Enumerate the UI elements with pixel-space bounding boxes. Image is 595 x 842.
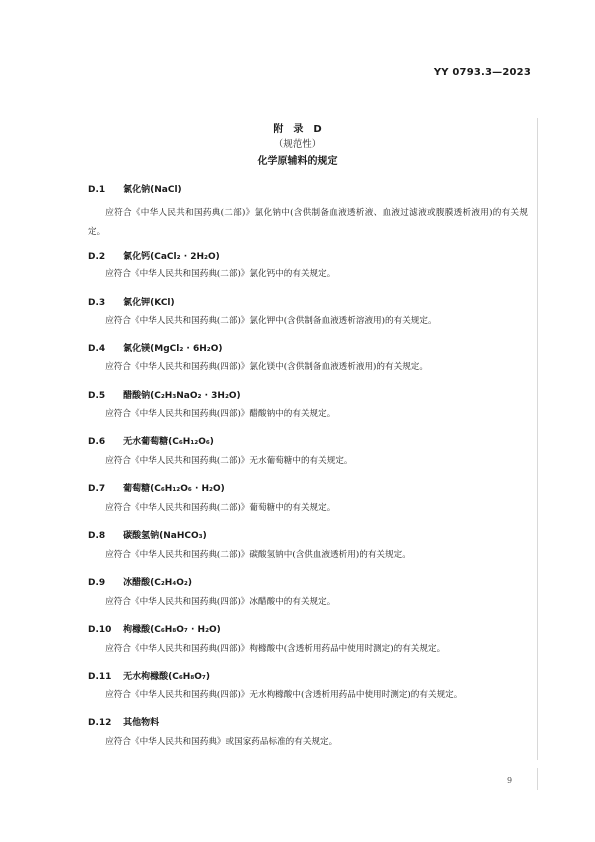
section-heading (88, 715, 159, 728)
section-number: D.8 (88, 531, 106, 541)
page-number: 9 (507, 776, 513, 785)
section-title: 无水枸橼酸(C₆H₈O₇) (123, 672, 210, 682)
section-number: D.1 (88, 185, 106, 195)
section-title: 无水葡萄糖(C₆H₁₂O₆) (123, 437, 214, 447)
section-heading (88, 249, 220, 262)
section-text: 应符合《中华人民共和国药典(二部)》氯化钾中(含供制备血液透析溶液用)的有关规定。 (105, 316, 437, 326)
section-heading (88, 622, 221, 635)
section-title: 碳酸氢钠(NaHCO₃) (123, 531, 207, 541)
section-title: 醋酸钠(C₂H₃NaO₂ · 3H₂O) (123, 391, 241, 401)
section-number: D.10 (88, 625, 112, 635)
section-heading (88, 295, 175, 308)
section-heading (88, 669, 210, 682)
section-title: 氯化钙(CaCl₂ · 2H₂O) (123, 252, 220, 262)
section-text: 应符合《中华人民共和国药典(四部)》无水枸橼酸中(含透析用药品中使用时测定)的有关规定。 (105, 690, 463, 700)
section-title: 氯化钾(KCl) (123, 298, 175, 308)
section-title: 氯化镁(MgCl₂ · 6H₂O) (123, 344, 223, 354)
section-number: D.4 (88, 344, 106, 354)
section-heading (88, 528, 207, 541)
margin-line-lower (537, 768, 538, 790)
section-number: D.6 (88, 437, 106, 447)
section-text: 应符合《中华人民共和国药典(二部)》葡萄糖中的有关规定。 (105, 503, 336, 513)
section-number: D.7 (88, 484, 106, 494)
section-number: D.11 (88, 672, 112, 682)
section-text: 应符合《中华人民共和国药典(四部)》氯化镁中(含供制备血液透析液用)的有关规定。 (105, 362, 428, 372)
section-number: D.12 (88, 718, 112, 728)
margin-line (537, 118, 538, 760)
section-text: 应符合《中华人民共和国药典(二部)》氯化钙中的有关规定。 (105, 269, 336, 279)
annex-title: 附 录 D (273, 124, 322, 135)
section-text: 应符合《中华人民共和国药典(四部)》冰醋酸中的有关规定。 (105, 597, 336, 607)
section-heading (88, 481, 225, 494)
section-number: D.9 (88, 578, 106, 588)
section-title: 葡萄糖(C₆H₁₂O₆ · H₂O) (123, 484, 225, 494)
section-title: 冰醋酸(C₂H₄O₂) (123, 578, 192, 588)
section-heading (88, 434, 214, 447)
section-text: 应符合《中华人民共和国药典》或国家药品标准的有关规定。 (105, 737, 338, 747)
annex-nature: （规范性） (273, 139, 322, 150)
section-text: 应符合《中华人民共和国药典(四部)》醋酸钠中的有关规定。 (105, 409, 336, 419)
section-text: 应符合《中华人民共和国药典(二部)》无水葡萄糖中的有关规定。 (105, 456, 353, 466)
section-heading (88, 182, 182, 195)
section-text: 应符合《中华人民共和国药典(二部)》氯化钠中(含供制备血液透析液、血液过滤液或腹膜透析液用)的有关规定。 (88, 208, 528, 237)
section-number: D.3 (88, 298, 106, 308)
section-heading (88, 341, 222, 354)
section-number: D.2 (88, 252, 106, 262)
section-title: 氯化钠(NaCl) (123, 185, 182, 195)
section-text: 应符合《中华人民共和国药典(四部)》枸橼酸中(含透析用药品中使用时测定)的有关规定。 (105, 644, 446, 654)
section-text: 应符合《中华人民共和国药典(二部)》碳酸氢钠中(含供血液透析用)的有关规定。 (105, 550, 411, 560)
doc-header: YY 0793.3—2023 (433, 67, 531, 78)
section-number: D.5 (88, 391, 106, 401)
section-heading (88, 388, 241, 401)
section-title: 枸橼酸(C₆H₈O₇ · H₂O) (123, 625, 221, 635)
annex-heading: 化学原辅料的规定 (257, 156, 338, 167)
section-title: 其他物料 (123, 718, 160, 728)
section-heading (88, 575, 192, 588)
